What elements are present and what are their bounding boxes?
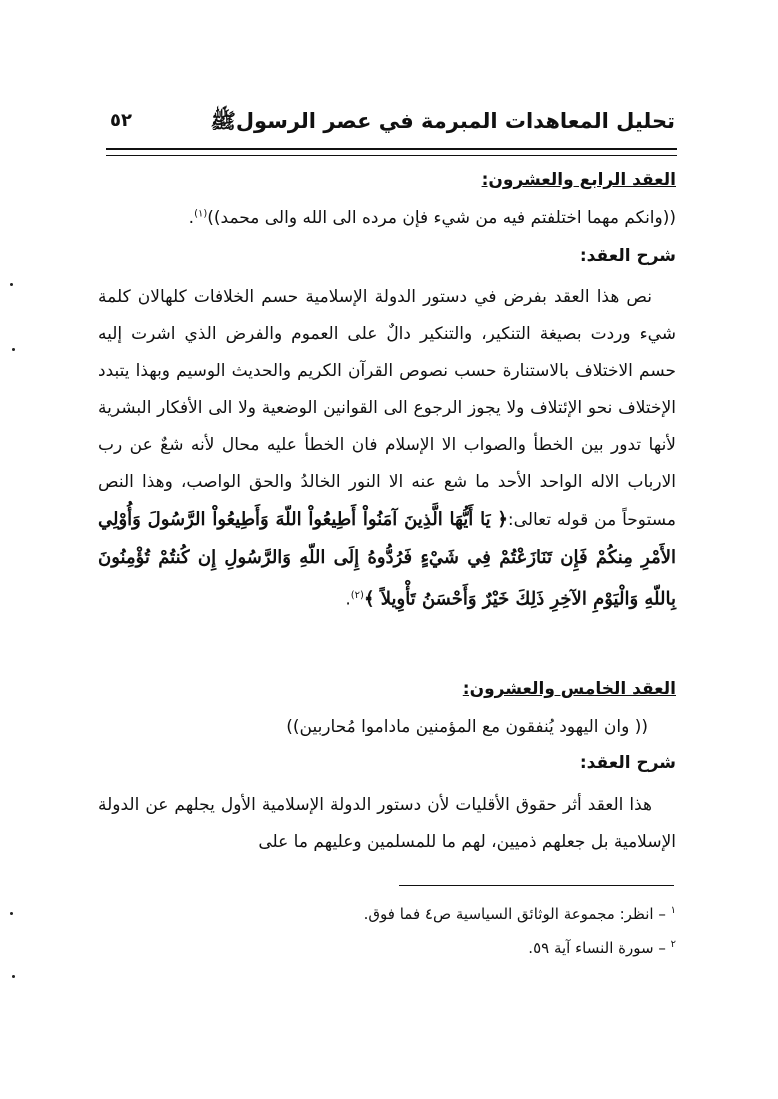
contract-24-quote-text: ((وانكم مهما اختلفتم فيه من شيء فإن مرده الى الله والى محمد)) [207, 208, 676, 228]
footnote-separator [399, 885, 674, 886]
verse-end: . [345, 589, 351, 610]
footnote-2-number: ٢ [670, 939, 676, 950]
contract-24-heading: العقد الرابع والعشرون: [481, 170, 676, 190]
footnote-ref-2: (٢) [350, 590, 364, 601]
contract-24-paragraph-text: نص هذا العقد بفرض في دستور الدولة الإسلامية حسم الخلافات كلهالان كلمة شيء وردت بصيغة التنكير، والتنكير دالٌ على العموم والفرض الذي اشرت إليه حسم الاختلاف بالاستنارة حسب نصوص القرآن الكريم والحديث الوسيم وبهذا يتبدد الإختلاف نحو الإئتلاف ولا يجوز الرجوع الى القوانين الوضعية ولا الى الأفكار البشرية لأنها تدور بين الخطأ والصواب الا الإسلام فان الخطأ عليه محال لأنه شعٌ عن رب الارباب الاله الواحد الأحد ما شع عنه الا النور الخالدُ والحق الواصب، وهذا النص مستوحاً من قوله تعالى: [98, 287, 676, 530]
scan-speck [12, 975, 15, 978]
scan-speck [10, 283, 13, 286]
footnote-2-text: – سورة النساء آية ٥٩. [528, 939, 666, 957]
contract-24-explanation-heading: شرح العقد: [579, 246, 676, 266]
contract-24-explanation-body [98, 279, 676, 619]
scan-speck [10, 912, 13, 915]
scan-speck [12, 348, 15, 351]
contract-25-explanation-body [98, 787, 676, 861]
footnote-1 [364, 905, 676, 923]
page-number: ٥٢ [110, 110, 132, 131]
quran-verse: ﴿ يَا أَيُّهَا الَّذِينَ آمَنُواْ أَطِيعُواْ اللّهَ وَأَطِيعُواْ الرَّسُولَ وَأُوْلِي الأَمْرِ مِنكُمْ فَإِن تَنَازَعْتُمْ فِي شَيْءٍ فَرُدُّوهُ إِلَى اللّهِ وَالرَّسُولِ إِن كُنتُمْ تُؤْمِنُونَ بِاللّهِ وَالْيَوْمِ الآخِرِ ذَلِكَ خَيْرٌ وَأَحْسَنُ تَأْوِيلاً ﴾ [98, 509, 676, 610]
contract-25-paragraph: هذا العقد أثر حقوق الأقليات لأن دستور الدولة الإسلامية الأول يجلهم عن الدولة الإسلامية بل جعلهم ذميين، لهم ما للمسلمين وعليهم ما على [98, 795, 676, 852]
contract-24-quote-end: . [188, 208, 195, 228]
footnote-1-text: – انظر: مجموعة الوثائق السياسية ص٤ فما فوق. [363, 905, 666, 923]
header-double-rule [106, 148, 677, 156]
footnote-1-number: ١ [670, 905, 676, 916]
contract-25-heading: العقد الخامس والعشرون: [462, 679, 676, 699]
contract-24-quote [189, 208, 676, 228]
running-header-title: تحليل المعاهدات المبرمة في عصر الرسولﷺ [210, 109, 675, 133]
contract-24-paragraph [98, 279, 676, 619]
contract-25-quote: (( وان اليهود يُنفقون مع المؤمنين ماداموا مُحاربين)) [286, 717, 648, 737]
footnote-2 [528, 939, 676, 957]
contract-25-explanation-heading: شرح العقد: [579, 753, 676, 773]
footnote-ref-1: (١) [194, 208, 208, 220]
